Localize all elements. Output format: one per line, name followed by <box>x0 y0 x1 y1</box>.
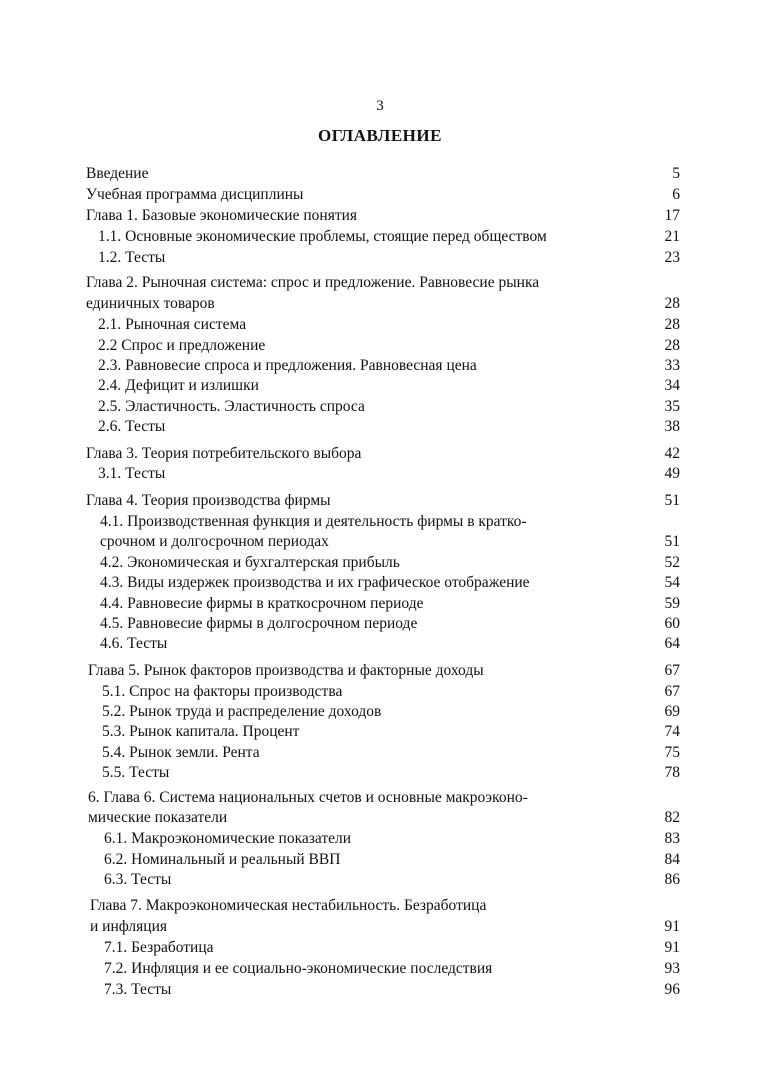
toc-entry-page: 52 <box>664 554 680 571</box>
toc-entry-page: 28 <box>664 316 680 333</box>
toc-entry-page: 91 <box>664 939 680 956</box>
toc-entry-page: 51 <box>664 492 680 509</box>
toc-entry-page: 74 <box>664 723 680 740</box>
toc-entry-text: Глава 3. Теория потребительского выбора <box>86 445 362 462</box>
toc-entry-text: 6.3. Тесты <box>104 871 172 888</box>
toc-entry-page: 75 <box>664 744 680 761</box>
toc-entry-text-cont: единичных товаров <box>86 295 215 312</box>
toc-entry-text: 5.2. Рынок труда и распределение доходов <box>102 703 382 720</box>
toc-entry-text: 7.2. Инфляция и ее социально-экономические последствия <box>104 960 493 977</box>
toc-entry-text: Глава 4. Теория производства фирмы <box>86 492 331 509</box>
toc-entry-page: 35 <box>664 398 680 415</box>
toc-entry-text: Глава 2. Рыночная система: спрос и предложение. Равновесие рынка <box>86 274 540 291</box>
toc-entry-text: 7.1. Безработица <box>104 939 214 956</box>
toc-entry-page: 54 <box>664 574 680 591</box>
toc-entry-text: 1.1. Основные экономические проблемы, стоящие перед обществом <box>98 228 547 245</box>
toc-entry-text: 5.4. Рынок земли. Рента <box>102 744 260 761</box>
toc-entry-page: 5 <box>672 165 680 182</box>
toc-entry-page: 84 <box>664 851 680 868</box>
toc-entry-page: 86 <box>664 871 680 888</box>
toc-entry-text: 5.1. Спрос на факторы производства <box>102 683 343 700</box>
toc-entry-text: 4.2. Экономическая и бухгалтерская прибыль <box>100 554 400 571</box>
toc-entry-page: 42 <box>664 445 680 462</box>
toc-entry-text: 2.6. Тесты <box>98 418 166 435</box>
toc-entry-page: 21 <box>664 228 680 245</box>
toc-entry-page: 59 <box>664 595 680 612</box>
toc-entry-page: 82 <box>664 809 680 826</box>
toc-entry-text: Глава 1. Базовые экономические понятия <box>86 207 358 224</box>
toc-entry-page: 69 <box>664 703 680 720</box>
toc-entry-text: 4.4. Равновесие фирмы в краткосрочном периоде <box>100 595 424 612</box>
toc-entry-text-cont: мические показатели <box>88 809 228 826</box>
toc-entry-page: 60 <box>664 615 680 632</box>
toc-entry-page: 49 <box>664 465 680 482</box>
toc-entry-text: 2.1. Рыночная система <box>98 316 247 333</box>
toc-entry-page: 34 <box>664 377 680 394</box>
toc-entry-page: 23 <box>664 249 680 266</box>
toc-entry-text: 6. Глава 6. Система национальных счетов и основные макроэконо- <box>88 789 528 806</box>
toc-entry-text: 7.3. Тесты <box>104 981 172 998</box>
toc-entry-page: 91 <box>664 918 680 935</box>
toc-entry-text: 2.2 Спрос и предложение <box>98 337 266 354</box>
toc-entry-page: 28 <box>664 295 680 312</box>
toc-entry-text: 2.3. Равновесие спроса и предложения. Равновесная цена <box>98 357 477 374</box>
toc-entry-text: 4.3. Виды издержек производства и их графическое отображение <box>100 574 530 591</box>
toc-entry-text: 1.2. Тесты <box>98 249 166 266</box>
toc-entry-text: 3.1. Тесты <box>98 465 166 482</box>
toc-entry-page: 67 <box>664 662 680 679</box>
toc-entry-text: 6.2. Номинальный и реальный ВВП <box>104 851 341 868</box>
toc-entry-text: 4.1. Производственная функция и деятельность фирмы в кратко- <box>100 513 527 530</box>
toc-entry-page: 93 <box>664 960 680 977</box>
toc-entry-page: 83 <box>664 830 680 847</box>
toc-entry-page: 64 <box>664 635 680 652</box>
toc-entry-page: 96 <box>664 981 680 998</box>
toc-entry-page: 38 <box>664 418 680 435</box>
toc-entry-page: 51 <box>664 533 680 550</box>
toc-entry-text: 2.5. Эластичность. Эластичность спроса <box>98 398 365 415</box>
toc-entry-text: 5.5. Тесты <box>102 764 170 781</box>
toc-entry-text-cont: и инфляция <box>90 918 168 935</box>
toc-entry-text: Глава 7. Макроэкономическая нестабильность. Безработица <box>90 897 487 914</box>
page-title: ОГЛАВЛЕНИЕ <box>318 126 442 145</box>
toc-entry-text: 4.6. Тесты <box>100 635 168 652</box>
toc-entry-page: 17 <box>664 207 680 224</box>
toc-entry-page: 28 <box>664 337 680 354</box>
toc-entry-text: 6.1. Макроэкономические показатели <box>104 830 352 847</box>
page-number: 3 <box>376 98 384 114</box>
toc-entry-text: 2.4. Дефицит и излишки <box>98 377 259 394</box>
toc-entry-page: 78 <box>664 764 680 781</box>
toc-entry-text: Учебная программа дисциплины <box>86 186 304 203</box>
toc-entry-text: 5.3. Рынок капитала. Процент <box>102 723 300 740</box>
toc-entry-text-cont: срочном и долгосрочном периодах <box>100 533 329 550</box>
toc-entry-page: 67 <box>664 683 680 700</box>
toc-entry-page: 6 <box>672 186 680 203</box>
toc-entry-text: Глава 5. Рынок факторов производства и факторные доходы <box>88 662 484 679</box>
toc-entry-text: Введение <box>86 165 149 182</box>
toc-entry-page: 33 <box>664 357 680 374</box>
toc-entry-text: 4.5. Равновесие фирмы в долгосрочном периоде <box>100 615 418 632</box>
